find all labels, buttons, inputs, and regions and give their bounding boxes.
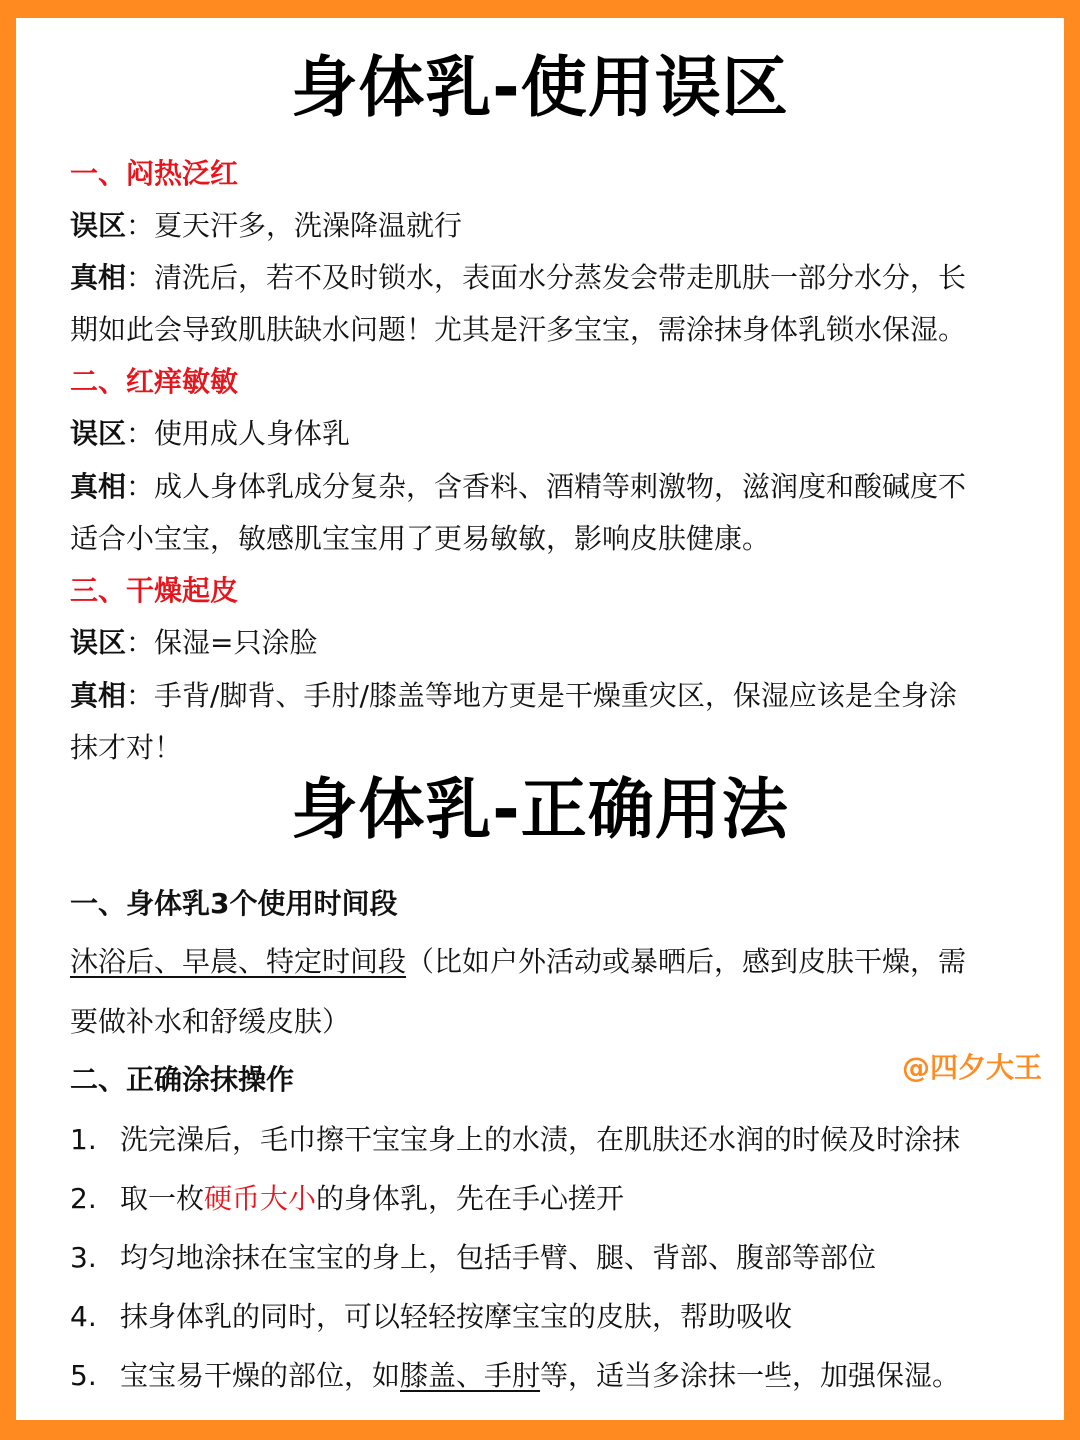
myth2-truth-line1 (70, 467, 1020, 507)
step-4 (70, 1297, 1020, 1337)
step-number: 2. (70, 1182, 97, 1215)
step-text: 抹身体乳的同时，可以轻轻按摩宝宝的皮肤，帮助吸收 (120, 1300, 793, 1333)
usage-time-line1 (70, 942, 1020, 982)
myth-text: ：保湿=只涂脸 (126, 626, 318, 659)
step-text-post: 的身体乳，先在手心搓开 (316, 1182, 625, 1215)
myth1-myth (70, 206, 1020, 246)
myth2-heading: 二、红痒敏敏 (70, 365, 239, 398)
step-underlined: 膝盖、手肘 (400, 1359, 541, 1392)
step-text-pre: 宝宝易干燥的部位，如 (120, 1359, 401, 1392)
myth3-myth (70, 623, 1020, 663)
myth3-heading: 三、干燥起皮 (70, 574, 239, 607)
myth-label: 误区 (70, 417, 127, 450)
step-number: 3. (70, 1241, 97, 1274)
step-text-post: 等，适当多涂抹一些，加强保湿。 (540, 1359, 961, 1392)
usage-time-underlined: 沐浴后、早晨、特定时间段 (70, 945, 407, 978)
step-2 (70, 1179, 1020, 1219)
step-text: 洗完澡后，毛巾擦干宝宝身上的水渍，在肌肤还水润的时候及时涂抹 (120, 1123, 961, 1156)
section2-title: 身体乳-正确用法 (291, 771, 789, 848)
step-number: 4. (70, 1300, 97, 1333)
myth1-truth-line1 (70, 258, 1020, 298)
myth3-truth-line1 (70, 676, 1020, 716)
myth-label: 误区 (70, 209, 127, 242)
truth-label: 真相 (70, 470, 127, 503)
step-1 (70, 1120, 1020, 1160)
step-3 (70, 1238, 1020, 1278)
application-heading: 二、正确涂抹操作 (70, 1063, 295, 1096)
step-number: 5. (70, 1359, 97, 1392)
myth3-truth-line2: 抹才对！ (70, 731, 183, 764)
truth-text: ：成人身体乳成分复杂，含香料、酒精等刺激物，滋润度和酸碱度不 (126, 470, 967, 503)
step-text: 均匀地涂抹在宝宝的身上，包括手臂、腿、背部、腹部等部位 (120, 1241, 877, 1274)
step-text-pre: 取一枚 (120, 1182, 205, 1215)
usage-time-line2: 要做补水和舒缓皮肤） (70, 1005, 351, 1038)
myth-label: 误区 (70, 626, 127, 659)
truth-label: 真相 (70, 679, 127, 712)
myth1-heading: 一、闷热泛红 (70, 157, 239, 190)
myth-text: ：夏天汗多，洗澡降温就行 (126, 209, 463, 242)
myth1-truth-line2: 期如此会导致肌肤缺水问题！尤其是汗多宝宝，需涂抹身体乳锁水保湿。 (70, 313, 967, 346)
truth-text: ：清洗后，若不及时锁水，表面水分蒸发会带走肌肤一部分水分，长 (126, 261, 967, 294)
truth-label: 真相 (70, 261, 127, 294)
myth2-truth-line2: 适合小宝宝，敏感肌宝宝用了更易敏敏，影响皮肤健康。 (70, 522, 771, 555)
step-5 (70, 1356, 1020, 1396)
truth-text: ：手背/脚背、手肘/膝盖等地方更是干燥重灾区，保湿应该是全身涂 (126, 679, 957, 712)
myth-text: ：使用成人身体乳 (126, 417, 351, 450)
myth2-myth (70, 414, 1020, 454)
usage-time-text: （比如户外活动或暴晒后，感到皮肤干燥，需 (406, 945, 967, 978)
usage-time-heading: 一、身体乳3个使用时间段 (70, 887, 398, 920)
section1-title: 身体乳-使用误区 (291, 49, 789, 126)
step-highlight: 硬币大小 (204, 1182, 317, 1215)
step-number: 1. (70, 1123, 97, 1156)
author-watermark: @四夕大王 (901, 1051, 1042, 1084)
